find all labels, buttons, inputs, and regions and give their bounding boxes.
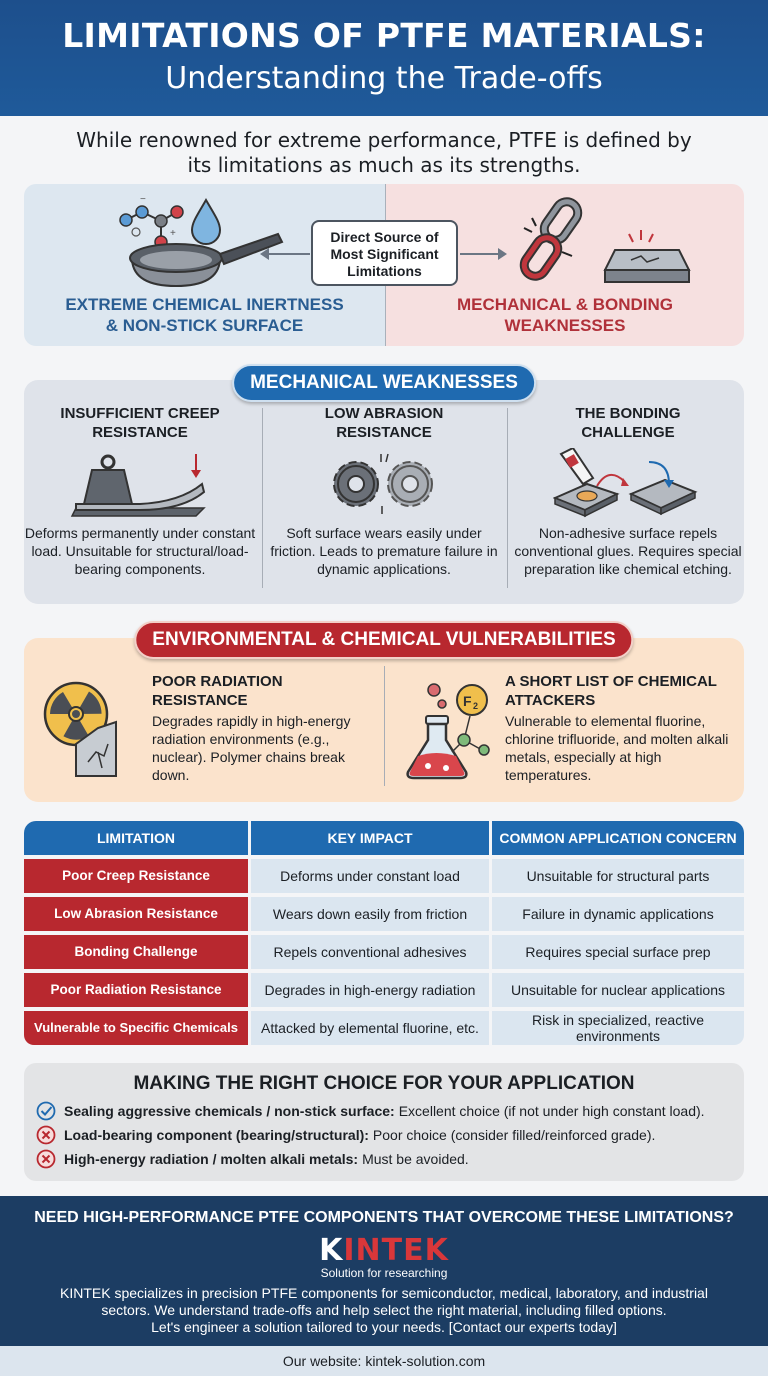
creep-description: Deforms permanently under constant load. Unsuitable for structural/load-bearing components. — [24, 525, 256, 577]
chemical-attackers-description: Vulnerable to elemental fluorine, chlorine trifluoride, and molten alkali metals, especially at high temperatures. — [505, 713, 729, 783]
choice-item — [36, 1147, 744, 1171]
bonding-title: THE BONDING CHALLENGE — [575, 405, 681, 441]
choice-item-text: Poor choice (consider filled/reinforced grade). — [372, 1127, 656, 1143]
column-header-concern: COMMON APPLICATION CONCERN — [492, 821, 744, 855]
limitation-cell: Vulnerable to Specific Chemicals — [24, 1011, 248, 1045]
bonding-description: Non-adhesive surface repels conventional glues. Requires special preparation like chemical etching. — [514, 525, 742, 577]
cta-line-2: sectors. We understand trade-offs and help select the right material, including filled options. — [101, 1302, 667, 1318]
svg-text:−: − — [140, 194, 146, 205]
impact-cell: Repels conventional adhesives — [251, 935, 489, 969]
cta-line-1: KINTEK specializes in precision PTFE components for semiconductor, medical, laboratory, and industrial — [60, 1285, 708, 1301]
radiation-card — [152, 672, 374, 784]
choice-item — [36, 1123, 744, 1147]
svg-text:F: F — [463, 693, 472, 709]
limitation-cell: Bonding Challenge — [24, 935, 248, 969]
page-title: LIMITATIONS OF PTFE MATERIALS: — [62, 16, 706, 55]
creep-card — [20, 404, 260, 578]
mechanical-section-title: MECHANICAL WEAKNESSES — [232, 364, 536, 402]
choice-item-text: Must be avoided. — [362, 1151, 469, 1167]
impact-cell: Wears down easily from friction — [251, 897, 489, 931]
concern-cell: Failure in dynamic applications — [492, 897, 744, 931]
svg-text:+: + — [170, 228, 176, 239]
callout-line-2: Most Significant — [330, 246, 439, 262]
divider — [384, 666, 385, 786]
glue-repel-icon — [553, 448, 703, 518]
bonding-card — [508, 404, 748, 578]
arrow-right-icon — [460, 253, 505, 255]
radiation-description: Degrades rapidly in high-energy radiation environments (e.g., nuclear). Polymer chains break down. — [152, 713, 351, 783]
grinding-gears-icon — [326, 450, 442, 516]
website-link[interactable]: Our website: kintek-solution.com — [0, 1346, 768, 1376]
weaknesses-label-line-2: WEAKNESSES — [504, 316, 626, 335]
limitation-cell: Low Abrasion Resistance — [24, 897, 248, 931]
cracked-surface-icon — [601, 226, 691, 288]
strengths-label — [24, 294, 385, 336]
cta-contact-link[interactable]: Let's engineer a solution tailored to your needs. [Contact our experts today] — [151, 1319, 617, 1335]
logo-tagline: Solution for researching — [320, 1266, 448, 1280]
choice-item-label: Sealing aggressive chemicals / non-stick surface: — [64, 1103, 395, 1119]
cta-footer — [0, 1196, 768, 1346]
table-row — [24, 935, 744, 969]
cta-question: NEED HIGH-PERFORMANCE PTFE COMPONENTS THAT OVERCOME THESE LIMITATIONS? — [34, 1209, 734, 1226]
callout-line-1: Direct Source of — [330, 229, 439, 245]
limitation-cell: Poor Creep Resistance — [24, 859, 248, 893]
logo-rest: INTEK — [343, 1233, 449, 1268]
weaknesses-label — [386, 294, 744, 336]
source-callout — [311, 220, 458, 286]
weight-bending-icon — [70, 448, 210, 518]
choice-item — [36, 1099, 744, 1123]
table-header-row — [24, 821, 744, 855]
logo-k: K — [319, 1233, 344, 1268]
concern-cell: Unsuitable for structural parts — [492, 859, 744, 893]
abrasion-title: LOW ABRASION RESISTANCE — [324, 405, 444, 441]
column-header-key-impact: KEY IMPACT — [251, 821, 489, 855]
page-subtitle-heading: Understanding the Trade-offs — [165, 61, 603, 96]
cta-description — [0, 1285, 768, 1336]
frying-pan-molecule-icon — [104, 190, 284, 294]
abrasion-card — [264, 404, 504, 578]
divider — [262, 408, 263, 588]
table-row — [24, 1011, 744, 1045]
impact-cell: Deforms under constant load — [251, 859, 489, 893]
svg-text:2: 2 — [473, 701, 479, 711]
intro-text — [0, 128, 768, 178]
radiation-icon — [42, 680, 142, 780]
choice-item-label: Load-bearing component (bearing/structural): — [64, 1127, 369, 1143]
concern-cell: Unsuitable for nuclear applications — [492, 973, 744, 1007]
cross-circle-icon — [36, 1149, 56, 1169]
check-circle-icon — [36, 1101, 56, 1121]
concern-cell: Requires special surface prep — [492, 935, 744, 969]
right-choice-section — [24, 1063, 744, 1181]
arrow-left-icon — [262, 253, 310, 255]
strengths-label-line-2: & NON-STICK SURFACE — [105, 316, 304, 335]
table-row — [24, 859, 744, 893]
page-header — [0, 0, 768, 116]
choice-item-label: High-energy radiation / molten alkali metals: — [64, 1151, 359, 1167]
right-choice-title: MAKING THE RIGHT CHOICE FOR YOUR APPLICATION — [133, 1073, 635, 1094]
flask-fluorine-icon — [400, 676, 496, 782]
column-header-limitation: LIMITATION — [24, 821, 248, 855]
environmental-section-title: ENVIRONMENTAL & CHEMICAL VULNERABILITIES — [134, 621, 633, 659]
table-row — [24, 973, 744, 1007]
impact-cell: Degrades in high-energy radiation — [251, 973, 489, 1007]
intro-line-1: While renowned for extreme performance, PTFE is defined by — [76, 128, 692, 152]
creep-title: INSUFFICIENT CREEP RESISTANCE — [60, 405, 220, 441]
chemical-attackers-card — [505, 672, 735, 784]
broken-chain-icon — [516, 196, 596, 284]
limitations-table — [24, 821, 744, 1049]
chemical-attackers-title: A SHORT LIST OF CHEMICAL ATTACKERS — [505, 673, 717, 709]
kintek-logo — [0, 1233, 768, 1268]
cross-circle-icon — [36, 1125, 56, 1145]
callout-line-3: Limitations — [347, 263, 422, 279]
impact-cell: Attacked by elemental fluorine, etc. — [251, 1011, 489, 1045]
concern-cell: Risk in specialized, reactive environments — [492, 1011, 744, 1045]
strengths-label-line-1: EXTREME CHEMICAL INERTNESS — [65, 295, 344, 314]
radiation-title: POOR RADIATION RESISTANCE — [152, 673, 283, 709]
choice-item-text: Excellent choice (if not under high constant load). — [398, 1103, 705, 1119]
limitation-cell: Poor Radiation Resistance — [24, 973, 248, 1007]
abrasion-description: Soft surface wears easily under friction. Leads to premature failure in dynamic applications. — [270, 525, 498, 577]
weaknesses-label-line-1: MECHANICAL & BONDING — [457, 295, 673, 314]
intro-line-2: its limitations as much as its strengths. — [187, 153, 581, 177]
table-row — [24, 897, 744, 931]
